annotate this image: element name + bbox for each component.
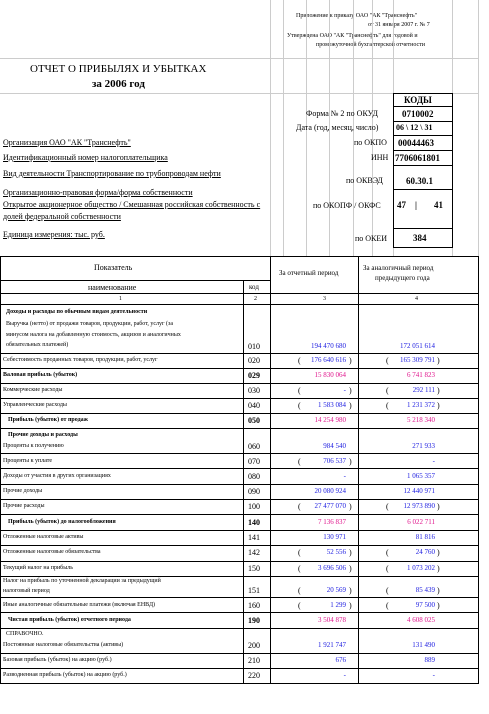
legal-form-value: Открытое акционерное общество / Смешанная российская собственность с (3, 200, 261, 209)
row-151-current-paren-close: ) (349, 586, 352, 595)
col-num-1: 1 (119, 296, 122, 302)
section-ordinary-activities: Доходы и расходы по обычным видам деятельности (6, 309, 148, 315)
row-050-previous: 5 218 340 (407, 416, 435, 424)
row-160-name: Иные аналогичные обязательные платежи (включая ЕНВД) (3, 602, 156, 608)
reference-label: СПРАВОЧНО. (6, 631, 44, 637)
row-160-current: 1 299 (330, 601, 346, 609)
row-040-current: 1 583 084 (318, 401, 346, 409)
row-029-current: 15 830 064 (314, 371, 346, 379)
row-050-current: 14 254 980 (314, 416, 346, 424)
row-141-current: 130 971 (323, 533, 346, 541)
row-160-previous: 97 500 (415, 601, 435, 609)
row-210-name: Базовая прибыль (убыток) на акцию (руб.) (3, 657, 112, 663)
row-160-current-paren-close: ) (349, 601, 352, 610)
row-020-previous: 165 309 791 (400, 356, 435, 364)
okpo-label: по ОКПО (354, 138, 387, 147)
row-070-current: 706 537 (323, 457, 346, 465)
form-code: 0710002 (402, 109, 434, 119)
col-prev-header-2: предыдущего года (375, 274, 430, 282)
row-160-current-paren-open: ( (298, 601, 301, 610)
row-020-current: 176 640 616 (311, 356, 346, 364)
row-020-previous-paren-open: ( (386, 356, 389, 365)
row-040-current-paren-close: ) (349, 401, 352, 410)
inn-text: Идентификационный номер налогоплательщика (3, 153, 168, 162)
okei-code: 384 (413, 233, 427, 243)
row-150-previous: 1 073 202 (407, 564, 435, 572)
row-142-name: Отложенные налоговые обязательства (3, 549, 101, 555)
row-030-previous-paren-open: ( (386, 386, 389, 395)
row-140-name: Прибыль (убыток) до налогообложения (8, 519, 116, 525)
row-080-code: 080 (248, 472, 260, 481)
row-090-previous: 12 440 971 (403, 487, 435, 495)
col-num-4: 4 (415, 296, 418, 302)
row-029-name: Валовая прибыль (убыток) (3, 372, 78, 378)
row-020-current-paren-open: ( (298, 356, 301, 365)
okved-code: 60.30.1 (406, 176, 433, 186)
row-040-previous-paren-open: ( (386, 401, 389, 410)
row-151-current: 20 569 (326, 586, 346, 594)
row-010-text-3: обязательных платежей) (6, 342, 69, 348)
row-060-name: Проценты к получению (3, 443, 64, 449)
row-070-code: 070 (248, 457, 260, 466)
row-210-code: 210 (248, 656, 260, 665)
header-note-3: Утверждена ОАО "АК "Транснефть" для годовой и (287, 33, 418, 39)
inn-label: ИНН (371, 153, 389, 162)
okfs-code: 41 (434, 200, 443, 210)
row-010-text-2: минусом налога на добавленную стоимость, акцизов и аналогичных (6, 332, 181, 338)
row-190-previous: 4 608 025 (407, 616, 435, 624)
row-220-name: Разводненная прибыль (убыток) на акцию (руб.) (3, 672, 127, 678)
row-060-previous: 271 933 (412, 442, 435, 450)
legal-form-label: Организационно-правовая форма/форма собственности (3, 188, 193, 197)
row-030-name: Коммерческие расходы (3, 387, 63, 393)
row-040-previous: 1 231 372 (407, 401, 435, 409)
row-141-name: Отложенные налоговые активы (3, 534, 84, 540)
unit-text: Единица измерения: тыс. руб. (3, 230, 105, 239)
okopf-separator: | (415, 200, 417, 210)
row-080-name: Доходы от участия в других организациях (3, 473, 111, 479)
row-100-code: 100 (248, 502, 260, 511)
row-210-previous: 889 (424, 656, 435, 664)
row-100-current-paren-close: ) (349, 502, 352, 511)
okopf-label: по ОКОПФ / ОКФС (313, 201, 381, 210)
row-030-code: 030 (248, 386, 260, 395)
row-160-previous-paren-open: ( (386, 601, 389, 610)
row-190-name: Чистая прибыль (убыток) отчетного периода (8, 617, 131, 623)
row-142-current: 52 556 (326, 548, 346, 556)
row-190-current: 3 504 878 (318, 616, 346, 624)
row-190-code: 190 (248, 616, 260, 625)
okved-label: по ОКВЭД (346, 176, 383, 185)
row-142-code: 142 (248, 548, 260, 557)
row-090-current: 20 080 924 (314, 487, 346, 495)
header-note-1: Приложение к приказу ОАО "АК "Транснефть" (296, 13, 418, 19)
row-142-current-paren-open: ( (298, 548, 301, 557)
row-142-previous-paren-open: ( (386, 548, 389, 557)
row-151-previous: 85 439 (415, 586, 435, 594)
row-200-name: Постоянные налоговые обязательства (активы) (3, 642, 124, 648)
legal-form-value-2: долей федеральной собственности (3, 212, 121, 221)
row-029-code: 029 (248, 371, 260, 380)
row-200-code: 200 (248, 641, 260, 650)
row-141-code: 141 (248, 533, 260, 542)
col-prev-header-1: За аналогичный период (363, 264, 434, 272)
row-151-text-2: налоговый период (3, 588, 50, 594)
row-010-current: 194 470 680 (311, 342, 346, 350)
row-200-previous: 131 490 (412, 641, 435, 649)
activity-text: Вид деятельности Транспортирование по трубопроводам нефти (3, 169, 221, 178)
row-010-code: 010 (248, 342, 260, 351)
row-060-code: 060 (248, 442, 260, 451)
row-220-current: - (343, 671, 346, 679)
row-100-current-paren-open: ( (298, 502, 301, 511)
row-020-previous-paren-close: ) (437, 356, 440, 365)
row-100-previous: 12 973 890 (403, 502, 435, 510)
row-210-current: 676 (335, 656, 346, 664)
row-150-current: 3 696 506 (318, 564, 346, 572)
row-142-previous: 24 760 (415, 548, 435, 556)
row-029-previous: 6 741 823 (407, 371, 435, 379)
header-note-4: промежуточной бухгалтерской отчетности (316, 42, 425, 48)
row-200-current: 1 921 747 (318, 641, 346, 649)
row-060-current: 984 540 (323, 442, 346, 450)
row-080-current: - (343, 472, 346, 480)
row-150-previous-paren-close: ) (437, 564, 440, 573)
col-code-header: код (249, 283, 259, 291)
row-040-code: 040 (248, 401, 260, 410)
codes-header: КОДЫ (404, 95, 432, 105)
row-141-previous: 81 816 (415, 533, 435, 541)
row-020-code: 020 (248, 356, 260, 365)
row-151-code: 151 (248, 586, 260, 595)
date-label: Дата (год, месяц, число) (296, 123, 379, 132)
col-num-2: 2 (254, 296, 257, 302)
row-010-text-1: Выручка (нетто) от продажи товаров, продукции, работ, услуг (за (6, 321, 174, 327)
row-142-current-paren-close: ) (349, 548, 352, 557)
row-070-name: Проценты к уплате (3, 458, 52, 464)
row-030-current-paren-close: ) (349, 386, 352, 395)
row-100-current: 27 477 070 (314, 502, 346, 510)
row-220-previous: - (432, 671, 435, 679)
row-090-name: Прочие доходы (3, 488, 43, 494)
row-151-current-paren-open: ( (298, 586, 301, 595)
row-150-name: Текущий налог на прибыль (3, 565, 73, 571)
row-140-previous: 6 022 711 (407, 518, 435, 526)
okei-label: по ОКЕИ (355, 234, 388, 243)
row-140-current: 7 136 837 (318, 518, 346, 526)
col-indicator-header: Показатель (94, 263, 133, 272)
row-150-current-paren-close: ) (349, 564, 352, 573)
section-other-income: Прочие доходы и расходы (8, 432, 78, 438)
row-160-previous-paren-close: ) (437, 601, 440, 610)
row-100-previous-paren-open: ( (386, 502, 389, 511)
row-020-current-paren-close: ) (349, 356, 352, 365)
row-140-code: 140 (248, 518, 260, 527)
row-160-code: 160 (248, 601, 260, 610)
row-070-current-paren-open: ( (298, 457, 301, 466)
row-040-previous-paren-close: ) (437, 401, 440, 410)
row-030-current: - (343, 386, 346, 394)
report-period: за 2006 год (92, 78, 145, 90)
row-151-previous-paren-open: ( (386, 586, 389, 595)
row-080-previous: 1 065 357 (407, 472, 435, 480)
org-name: Организация ОАО "АК "Транснефть" (3, 138, 131, 147)
row-100-name: Прочие расходы (3, 503, 45, 509)
row-050-name: Прибыль (убыток) от продаж (8, 417, 88, 423)
row-040-current-paren-open: ( (298, 401, 301, 410)
row-150-code: 150 (248, 564, 260, 573)
row-050-code: 050 (248, 416, 260, 425)
row-151-previous-paren-close: ) (437, 586, 440, 595)
row-030-previous-paren-close: ) (437, 386, 440, 395)
row-150-current-paren-open: ( (298, 564, 301, 573)
report-title: ОТЧЕТ О ПРИБЫЛЯХ И УБЫТКАХ (30, 63, 207, 75)
row-040-name: Управленческие расходы (3, 402, 67, 408)
row-070-current-paren-close: ) (349, 457, 352, 466)
okopf-code: 47 (397, 200, 406, 210)
row-010-previous: 172 051 614 (400, 342, 435, 350)
row-030-previous: 292 111 (412, 386, 435, 394)
row-150-previous-paren-open: ( (386, 564, 389, 573)
header-note-2: от 31 января 2007 г. № 7 (368, 22, 430, 28)
inn-code: 7706061801 (395, 153, 440, 163)
row-090-code: 090 (248, 487, 260, 496)
col-num-3: 3 (323, 296, 326, 302)
col-name-header: наименование (88, 283, 137, 292)
form-label: Форма № 2 по ОКУД (306, 109, 378, 118)
row-100-previous-paren-close: ) (437, 502, 440, 511)
row-220-code: 220 (248, 671, 260, 680)
col-current-header: За отчетный период (279, 269, 339, 277)
okpo-code: 00044463 (398, 138, 434, 148)
row-030-current-paren-open: ( (298, 386, 301, 395)
row-070-previous: - (432, 457, 435, 465)
date-code: 06 \ 12 \ 31 (396, 123, 433, 132)
row-151-text-1: Налог на прибыль по уточненной декларации за предыдущий (3, 578, 161, 584)
row-142-previous-paren-close: ) (437, 548, 440, 557)
row-020-name: Себестоимость проданных товаров, продукции, работ, услуг (3, 357, 158, 363)
